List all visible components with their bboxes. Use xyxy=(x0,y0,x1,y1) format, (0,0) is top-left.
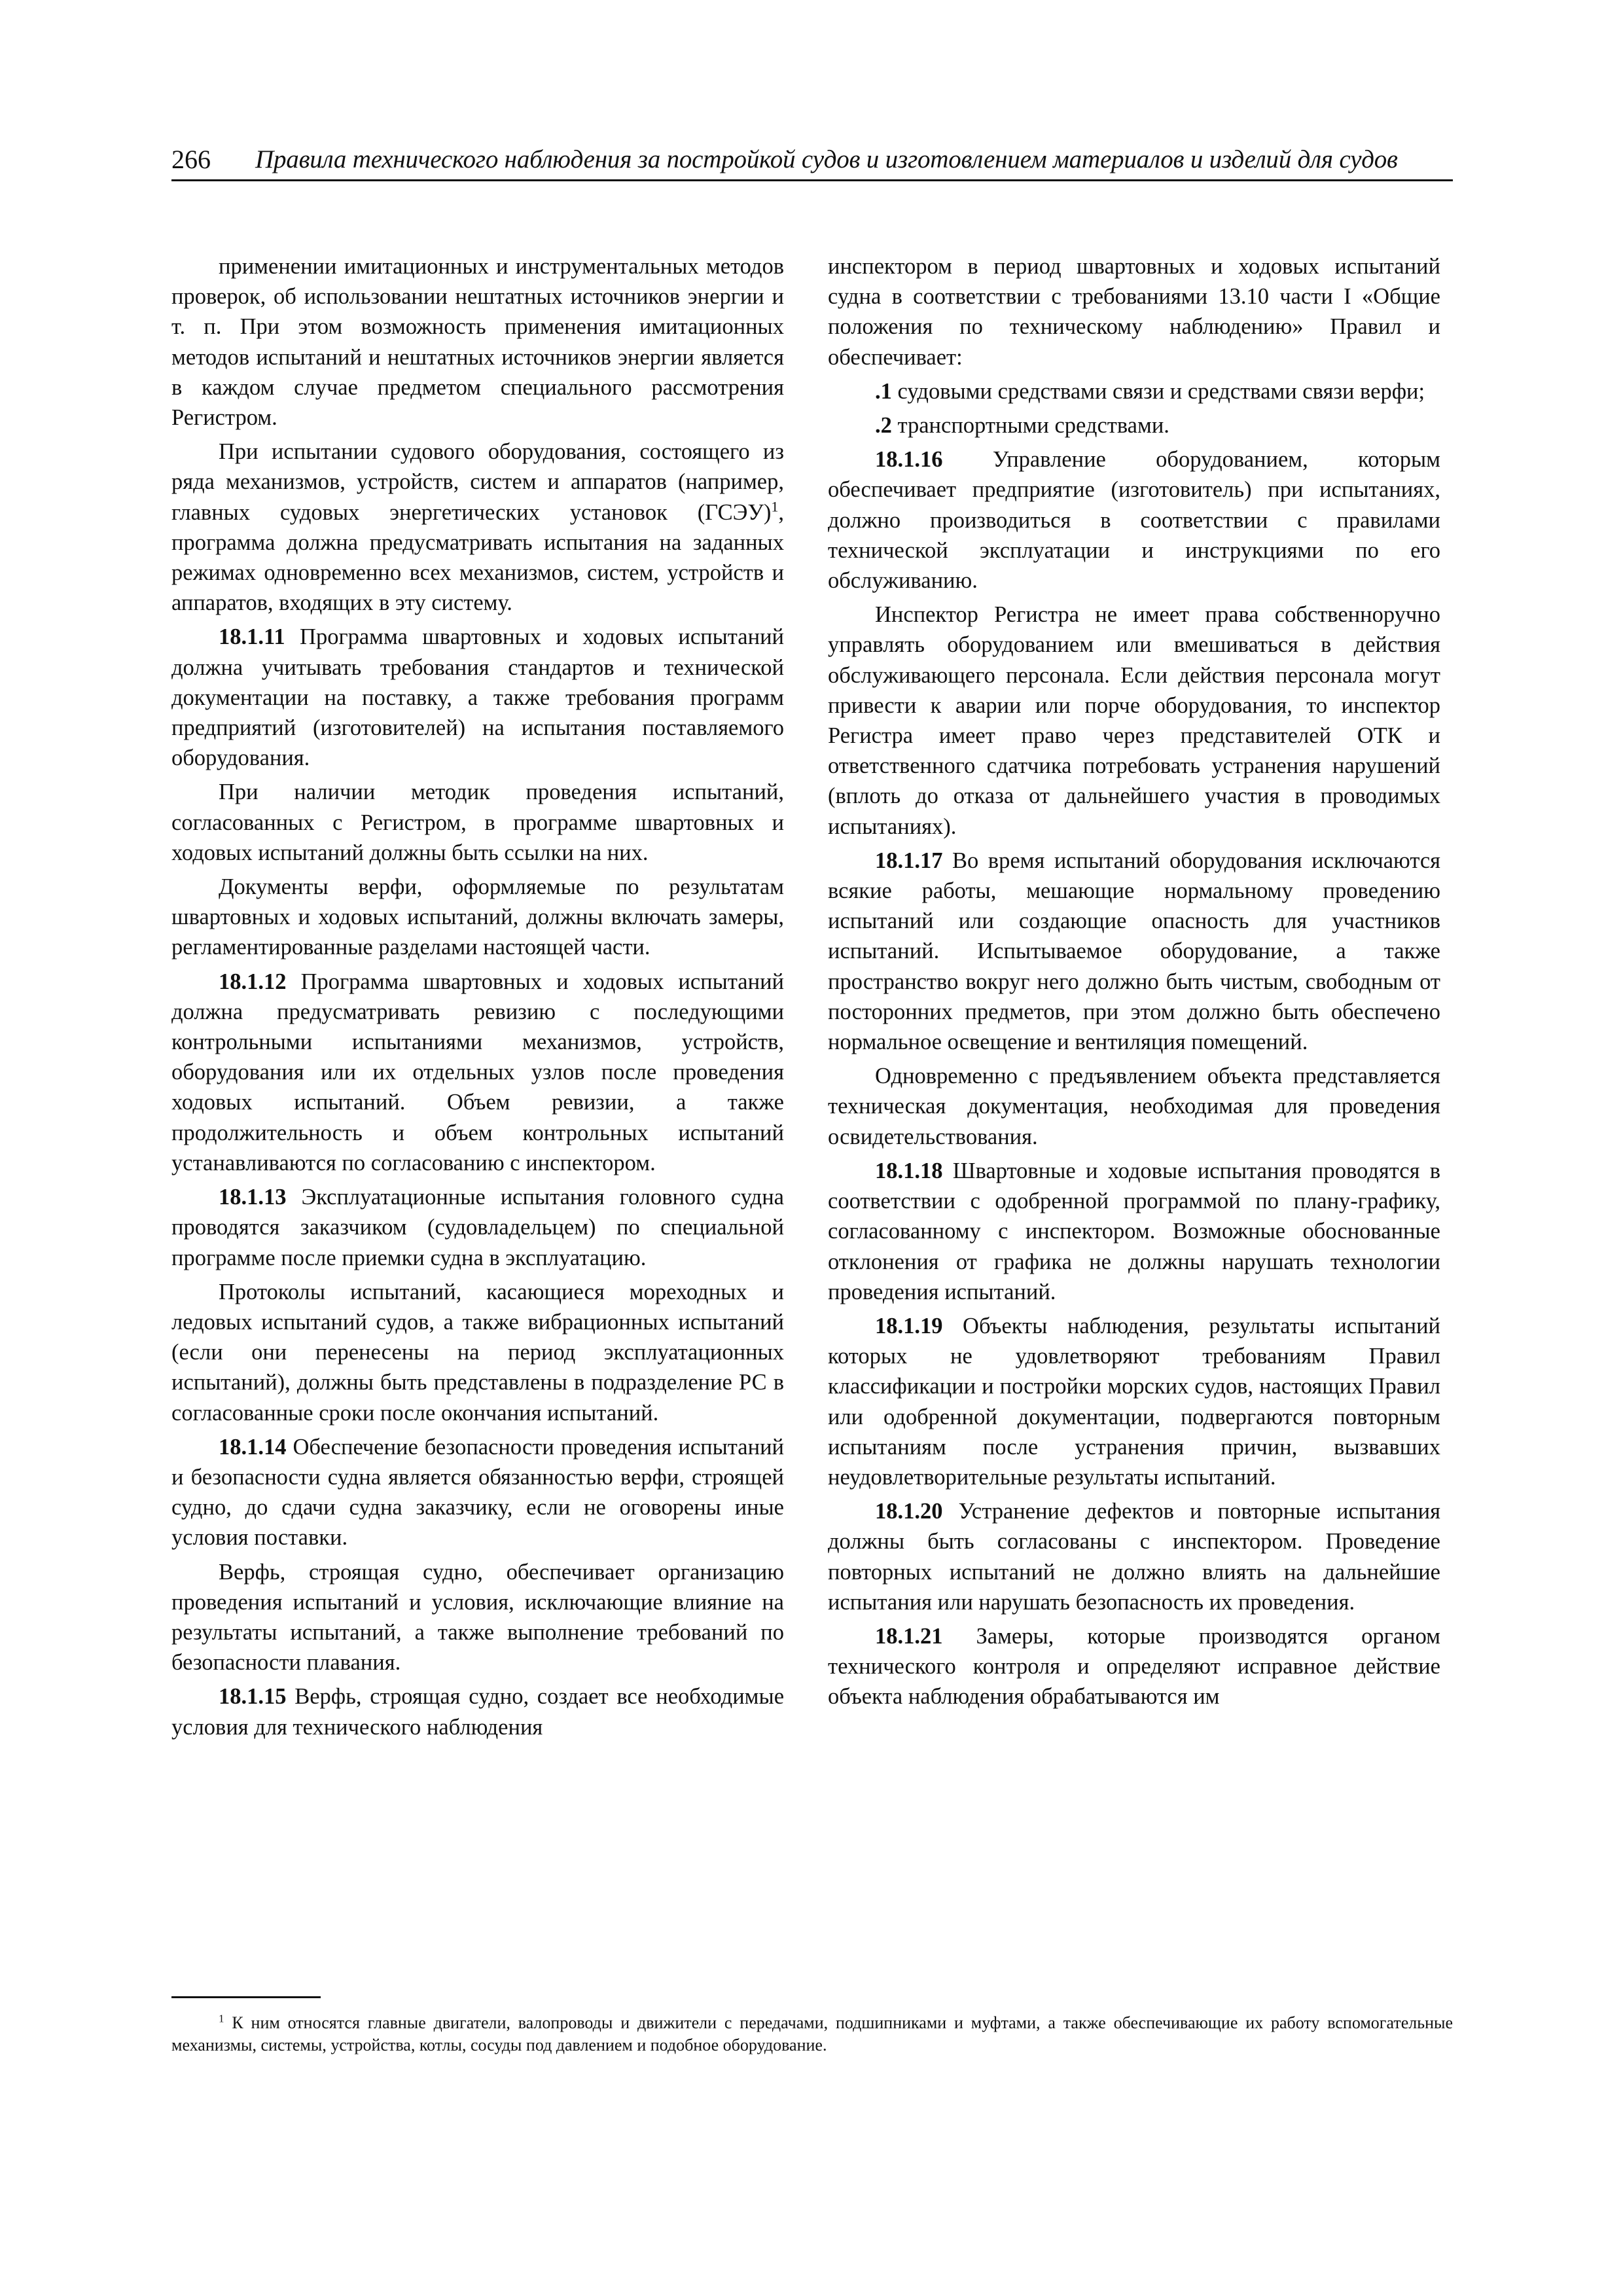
clause-number: .2 xyxy=(875,413,892,439)
paragraph-text-continued: , программа должна предусматривать испытания на заданных режимах одновременно всех механизмов, систем, устройств и аппаратов, входящих в эту систему. xyxy=(171,499,784,616)
paragraph xyxy=(171,1557,784,1678)
paragraph xyxy=(828,846,1440,1057)
paragraph xyxy=(828,410,1440,440)
paragraph xyxy=(171,437,784,618)
paragraph-text: Устранение дефектов и повторные испытания должны быть согласованы с инспектором. Проведение повторных испытаний не должно влиять на дальнейшие испытания или нарушать безопасность их проведения. xyxy=(828,1499,1440,1615)
paragraph-text: Во время испытаний оборудования исключаются всякие работы, мешающие нормальному проведению испытаний или создающие опасность для участников испытаний. Испытываемое оборудование, а также пространство вокруг него должно быть чистым, свободным от посторонних предметов, при этом должно быть обеспечено нормальное освещение и вентиляция помещений. xyxy=(828,848,1441,1055)
paragraph-text: Эксплуатационные испытания головного судна проводятся заказчиком (судовладельцем) по специальной программе после приемки судна в эксплуатацию. xyxy=(171,1185,784,1270)
page-number: 266 xyxy=(171,145,211,174)
paragraph-text: Обеспечение безопасности проведения испытаний и безопасности судна является обязанностью верфи, строящей судно, до сдачи судна заказчику, если не оговорены иные условия поставки. xyxy=(171,1434,785,1551)
footnote-text: К ним относятся главные двигатели, валопроводы и движители с передачами, подшипниками и муфтами, а также обеспечивающие их работу вспомогательные механизмы, системы, устройства, котлы, сосуды под давлением и подобное оборудование. xyxy=(171,2013,1453,2054)
paragraph xyxy=(171,622,784,773)
clause-number: 18.1.12 xyxy=(219,969,287,994)
footnote-mark: 1 xyxy=(219,2012,224,2025)
clause-number: 18.1.20 xyxy=(875,1499,943,1524)
paragraph xyxy=(171,1182,784,1273)
paragraph xyxy=(171,967,784,1178)
running-title: Правила технического наблюдения за постройкой судов и изготовлением материалов и изделий для судов xyxy=(255,145,1398,173)
paragraph-text: При испытании судового оборудования, состоящего из ряда механизмов, устройств, систем и аппаратов (например, главных судовых энергетических установок (ГСЭУ) xyxy=(171,439,784,525)
paragraph xyxy=(828,1621,1440,1712)
paragraph-text: Замеры, которые производятся органом технического контроля и определяют исправное действие объекта наблюдения обрабатываются им xyxy=(828,1623,1440,1710)
clause-number: 18.1.13 xyxy=(219,1185,287,1210)
clause-number: 18.1.17 xyxy=(875,848,943,873)
paragraph-text: Одновременно с предъявлением объекта представляется техническая документация, необходимая для проведения освидетельствования. xyxy=(828,1064,1440,1149)
paragraph-text: судовыми средствами связи и средствами связи верфи; xyxy=(897,378,1425,404)
paragraph xyxy=(828,600,1440,842)
footnote xyxy=(171,2012,1453,2056)
paragraph-text: Швартовные и ходовые испытания проводятся в соответствии с одобренной программой по плану-графику, согласованному с инспектором. Возможные обоснованные отклонения от графика не должны нарушать технологии проведения испытаний. xyxy=(828,1158,1441,1304)
paragraph-text: Управление оборудованием, которым обеспечивает предприятие (изготовитель) при испытаниях, должно производиться в соответствии с правилами технической эксплуатации и инструкциями по его обслуживанию. xyxy=(828,447,1440,594)
paragraph-text: Программа швартовных и ходовых испытаний должна учитывать требования стандартов и технической документации на поставку, а также требования программ предприятий (изготовителей) на испытания поставляемого оборудования. xyxy=(171,624,784,771)
paragraph-text: Верфь, строящая судно, создает все необходимые условия для технического наблюдения xyxy=(171,1684,785,1740)
paragraph xyxy=(828,376,1440,406)
clause-number: 18.1.11 xyxy=(219,624,285,650)
paragraph-text: транспортными средствами. xyxy=(897,413,1169,439)
clause-number: 18.1.21 xyxy=(875,1623,943,1649)
paragraph xyxy=(828,444,1440,596)
paragraph xyxy=(171,1277,784,1428)
paragraph-text: Протоколы испытаний, касающиеся мореходных и ледовых испытаний судов, а также вибрационных испытаний (если они перенесены на период эксплуатационных испытаний), должны быть представлены в подразделение РС в согласованные сроки после окончания испытаний. xyxy=(171,1279,784,1426)
paragraph xyxy=(171,1681,784,1742)
paragraph-text: инспектором в период швартовных и ходовых испытаний судна в соответствии с требованиями 13.10 части I «Общие положения по техническому наблюдению» Правил и обеспечивает: xyxy=(828,254,1440,370)
clause-number: 18.1.16 xyxy=(875,447,943,473)
paragraph-text: Верфь, строящая судно, обеспечивает организацию проведения испытаний и условия, исключающие влияние на результаты испытаний, а также выполнение требований по безопасности плавания. xyxy=(171,1559,784,1676)
footnote-divider xyxy=(171,1996,321,1998)
paragraph-text: применении имитационных и инструментальных методов проверок, об использовании нештатных источников энергии и т. п. При этом возможность применения имитационных методов испытаний и нештатных источников энергии является в каждом случае предметом специального рассмотрения Регистром. xyxy=(171,254,784,431)
paragraph xyxy=(828,1156,1440,1307)
paragraph-text: Программа швартовных и ходовых испытаний должна предусматривать ревизию с последующими контрольными испытаниями механизмов, устройств, оборудования или их отдельных узлов после проведения ходовых испытаний. Объем ревизии, а также продолжительность и объем контрольных испытаний устанавливаются по согласованию с инспектором. xyxy=(171,969,785,1175)
page-header xyxy=(171,143,1453,181)
left-column xyxy=(171,251,784,1746)
paragraph xyxy=(171,251,784,433)
paragraph xyxy=(828,251,1440,372)
clause-number: 18.1.18 xyxy=(875,1158,943,1183)
right-column xyxy=(828,251,1440,1716)
paragraph xyxy=(828,1061,1440,1152)
paragraph-text: Инспектор Регистра не имеет права собственноручно управлять оборудованием или вмешиваться в действия обслуживающего персонала. Если действия персонала могут привести к аварии или порче оборудования, то инспектор Регистра имеет право через представителей ОТК и ответственного сдатчика потребовать устранения нарушений (вплоть до отказа от дальнейшего участия в проводимых испытаниях). xyxy=(828,602,1440,839)
footnote-paragraph xyxy=(171,2012,1453,2056)
paragraph xyxy=(171,777,784,868)
paragraph-text: Документы верфи, оформляемые по результатам швартовных и ходовых испытаний, должны включать замеры, регламентированные разделами настоящей части. xyxy=(171,874,784,960)
clause-number: 18.1.15 xyxy=(219,1684,287,1710)
paragraph xyxy=(828,1496,1440,1617)
clause-number: .1 xyxy=(875,378,892,404)
paragraph xyxy=(171,1432,784,1553)
paragraph xyxy=(828,1311,1440,1492)
paragraph-text: При наличии методик проведения испытаний, согласованных с Регистром, в программе швартовных и ходовых испытаний должны быть ссылки на них. xyxy=(171,780,784,865)
clause-number: 18.1.14 xyxy=(219,1434,287,1460)
clause-number: 18.1.19 xyxy=(875,1313,943,1338)
paragraph xyxy=(171,872,784,963)
paragraph-text: Объекты наблюдения, результаты испытаний которых не удовлетворяют требованиям Правил классификации и постройки морских судов, настоящих Правил или одобренной документации, подвергаются повторным испытаниям после устранения причин, вызвавших неудовлетворительные результаты испытаний. xyxy=(828,1313,1440,1490)
footnote-reference: 1 xyxy=(771,498,779,515)
